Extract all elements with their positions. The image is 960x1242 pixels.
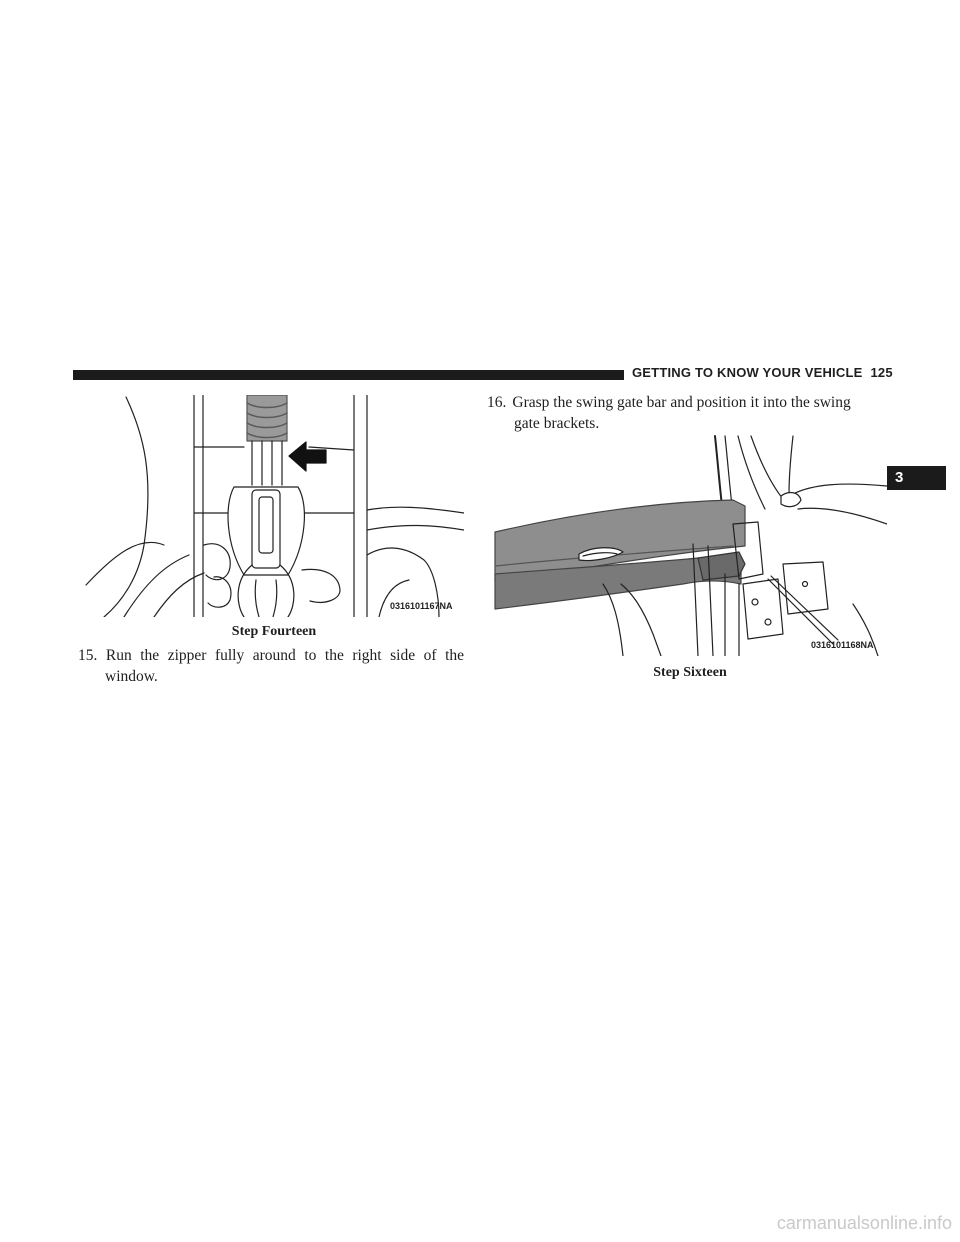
- running-header: [632, 365, 893, 380]
- word: side: [390, 647, 416, 664]
- word: around: [252, 647, 296, 664]
- swing-gate-illustration: [493, 434, 887, 656]
- step-sixteen-continuation: gate brackets.: [514, 415, 600, 432]
- word: zipper: [167, 647, 207, 664]
- step-fifteen-first-line: [78, 645, 464, 666]
- word: the: [324, 647, 344, 664]
- word: of: [423, 647, 437, 664]
- zipper-illustration: [84, 395, 464, 617]
- header-rule: [73, 370, 624, 380]
- figure-step-fourteen: [84, 395, 464, 617]
- step-sixteen-first-line: [487, 392, 887, 413]
- word: the: [445, 647, 464, 664]
- step-fifteen: [78, 645, 464, 687]
- step-fifteen-continuation: window.: [105, 668, 158, 685]
- word: right: [352, 647, 382, 664]
- figure-code: 0316101168NA: [811, 640, 874, 650]
- chapter-tab: 3: [886, 466, 946, 490]
- figure-caption: Step Sixteen: [653, 665, 727, 680]
- section-title: GETTING TO KNOW YOUR VEHICLE: [632, 365, 863, 380]
- word: fully: [214, 647, 245, 664]
- step-number: 16.: [487, 394, 507, 411]
- step-text: Grasp the swing gate bar and position it into the swing: [512, 394, 851, 411]
- watermark: carmanualsonline.info: [776, 1213, 952, 1233]
- step-sixteen: [487, 392, 887, 434]
- word: to: [304, 647, 317, 664]
- page-number: 125: [870, 365, 893, 380]
- figure-caption: Step Fourteen: [231, 624, 317, 639]
- figure-step-sixteen: [493, 434, 887, 656]
- word: Run: [105, 647, 132, 664]
- figure-code: 0316101167NA: [390, 601, 453, 611]
- word: the: [140, 647, 160, 664]
- step-number: 15.: [78, 647, 98, 664]
